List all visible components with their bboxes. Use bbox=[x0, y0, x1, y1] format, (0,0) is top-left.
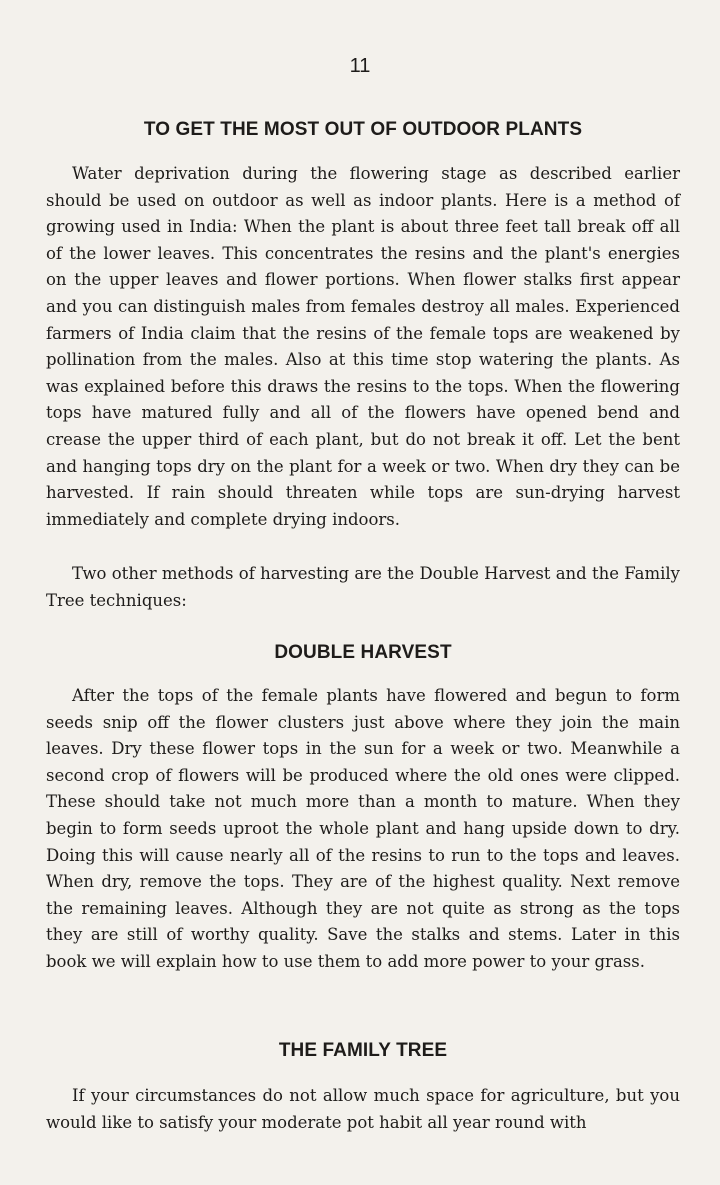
section-body-double-harvest bbox=[46, 683, 680, 976]
section-body-family-tree bbox=[46, 1083, 680, 1136]
section-heading-family-tree: THE FAMILY TREE bbox=[278, 1040, 448, 1061]
section-heading-outdoor-plants: TO GET THE MOST OUT OF OUTDOOR PLANTS bbox=[143, 119, 583, 140]
paragraph: If your circumstances do not allow much space for agriculture, but you would like to satisfy your moderate pot habit all year round with bbox=[46, 1086, 680, 1132]
paragraph: Water deprivation during the flowering stage as described earlier should be used on outdoor as well as indoor plants. Here is a method of growing used in India: When the plant is about three feet tall break off all of the lower leaves. This concentrates the resins and the plant's energies on the upper leaves and flower portions. When flower stalks first appear and you can distinguish males from females destroy all males. Experienced farmers of India claim that the resins of the female tops are weakened by pollination from the males. Also at this time stop watering the plants. As was explained before this draws the resins to the tops. When the flowering tops have matured fully and all of the flowers have opened bend and crease the upper third of each plant, but do not break it off. Let the bent and hanging tops dry on the plant for a week or two. When dry they can be harvested. If rain should threaten while tops are sun-drying harvest immediately and complete drying indoors. bbox=[46, 164, 680, 529]
section-body-outdoor-plants-intro bbox=[46, 561, 680, 614]
section-heading-double-harvest: DOUBLE HARVEST bbox=[274, 642, 452, 663]
page-number: 11 bbox=[349, 55, 371, 77]
section-body-outdoor-plants bbox=[46, 161, 680, 533]
paragraph: After the tops of the female plants have flowered and begun to form seeds snip off the flower clusters just above where they join the main leaves. Dry these flower tops in the sun for a week or two. Meanwhile a second crop of flowers will be produced where the old ones were clipped. These should take not much more than a month to mature. When they begin to form seeds uproot the whole plant and hang upside down to dry. Doing this will cause nearly all of the resins to run to the tops and leaves. When dry, remove the tops. They are of the highest quality. Next remove the remaining leaves. Although they are not quite as strong as the tops they are still of worthy quality. Save the stalks and stems. Later in this book we will explain how to use them to add more power to your grass. bbox=[46, 686, 680, 971]
paragraph: Two other methods of harvesting are the Double Harvest and the Family Tree techniques: bbox=[46, 564, 680, 610]
